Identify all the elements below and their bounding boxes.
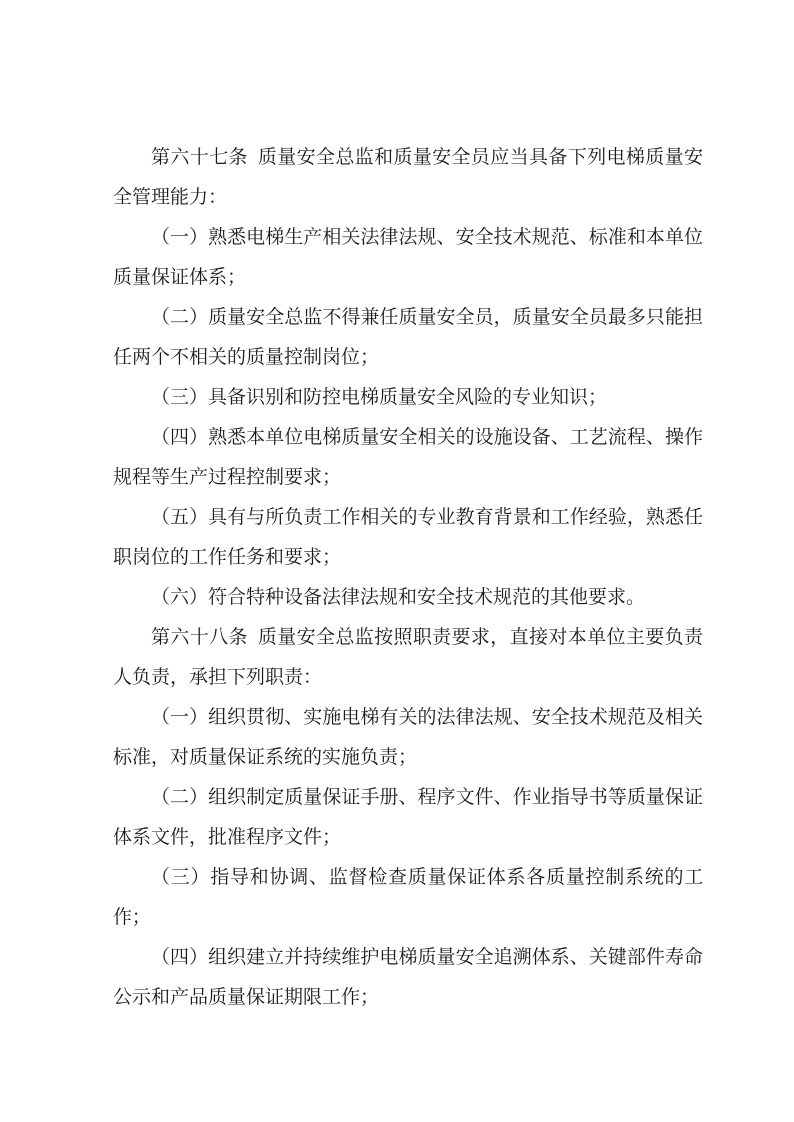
article-68-heading: 第六十八条 xyxy=(151,626,248,648)
article-68-item-3: （三）指导和协调、监督检查质量保证体系各质量控制系统的工作； xyxy=(113,866,703,928)
article-68-item-4: （四）组织建立并持续维护电梯质量安全追溯体系、关键部件寿命公示和产品质量保证期限工作； xyxy=(113,946,703,1008)
article-68-intro xyxy=(113,617,703,697)
article-67-text: 质量安全总监和质量安全员应当具备下列电梯质量安全管理能力： xyxy=(113,146,703,208)
article-67-item-2: （二）质量安全总监不得兼任质量安全员，质量安全员最多只能担任两个不相关的质量控制岗位； xyxy=(113,306,703,368)
article-67-item-6: （六）符合特种设备法律法规和安全技术规范的其他要求。 xyxy=(151,586,646,608)
article-67-heading: 第六十七条 xyxy=(151,146,248,168)
article-67-item-4: （四）熟悉本单位电梯质量安全相关的设施设备、工艺流程、操作规程等生产过程控制要求； xyxy=(113,426,703,488)
article-68-item-2: （二）组织制定质量保证手册、程序文件、作业指导书等质量保证体系文件，批准程序文件； xyxy=(113,786,703,848)
article-68-text: 质量安全总监按照职责要求，直接对本单位主要负责人负责，承担下列职责： xyxy=(113,626,703,688)
article-67-item-1: （一）熟悉电梯生产相关法律法规、安全技术规范、标准和本单位质量保证体系； xyxy=(113,226,703,288)
article-67-intro xyxy=(113,137,703,217)
article-67-item-3: （三）具备识别和防控电梯质量安全风险的专业知识； xyxy=(151,386,608,408)
article-68-item-1: （一）组织贯彻、实施电梯有关的法律法规、安全技术规范及相关标准，对质量保证系统的实施负责； xyxy=(113,706,703,768)
article-67-item-5: （五）具有与所负责工作相关的专业教育背景和工作经验，熟悉任职岗位的工作任务和要求； xyxy=(113,506,703,568)
document-body xyxy=(113,137,703,1017)
